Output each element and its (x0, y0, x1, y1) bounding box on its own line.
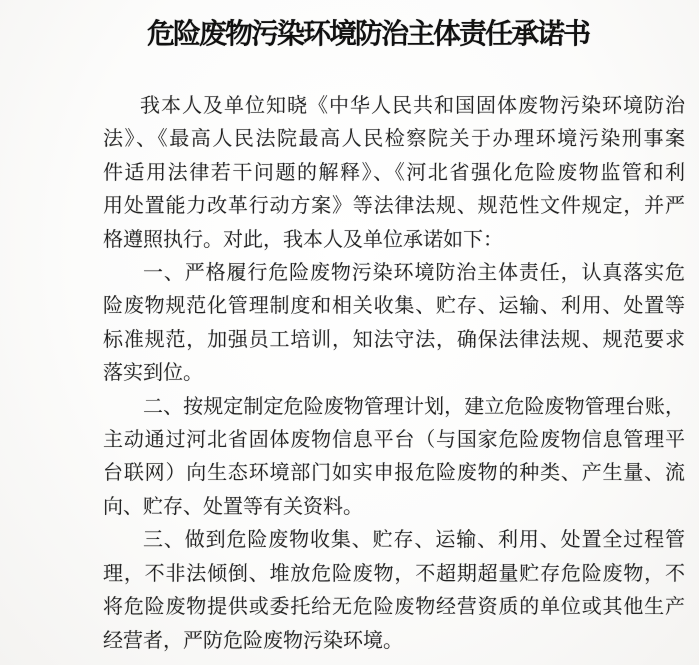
document-body (0, 90, 699, 658)
text-line: 二、按规定制定危险废物管理计划，建立危险废物管理台账， (143, 395, 685, 418)
text-line: 法》、《最高人民法院最高人民检察院关于办理环境污染刑事案 (103, 128, 685, 151)
text-line: 一、严格履行危险废物污染环境防治主体责任，认真落实危 (143, 262, 685, 285)
text-line: 我本人及单位知晓《中华人民共和国固体废物污染环境防治 (140, 95, 685, 117)
text-line: 格遵照执行。对此，我本人及单位承诺如下： (103, 228, 503, 251)
text-line: 三、做到危险废物收集、贮存、运输、利用、处置全过程管 (143, 529, 685, 552)
text-line: 向、贮存、处置等有关资料。 (103, 495, 363, 518)
text-line: 落实到位。 (103, 362, 203, 385)
text-line: 台联网）向生态环境部门如实申报危险废物的种类、产生量、流 (103, 462, 685, 485)
text-line: 用处置能力改革行动方案》等法律法规、规范性文件规定，并严 (103, 195, 685, 218)
document-title: 危险废物污染环境防治主体责任承诺书 (146, 19, 589, 50)
text-line: 险废物规范化管理制度和相关收集、贮存、运输、利用、处置等 (103, 295, 685, 318)
text-line: 将危险废物提供或委托给无危险废物经营资质的单位或其他生产 (103, 596, 685, 619)
text-line: 标准规范，加强员工培训，知法守法，确保法律法规、规范要求 (103, 328, 685, 351)
text-line: 件适用法律若干问题的解释》、《河北省强化危险废物监管和利 (103, 161, 685, 184)
text-line: 理，不非法倾倒、堆放危险废物，不超期超量贮存危险废物，不 (103, 562, 685, 585)
text-line: 主动通过河北省固体废物信息平台（与国家危险废物信息管理平 (103, 429, 685, 452)
text-line: 经营者，严防危险废物污染环境。 (103, 629, 403, 652)
